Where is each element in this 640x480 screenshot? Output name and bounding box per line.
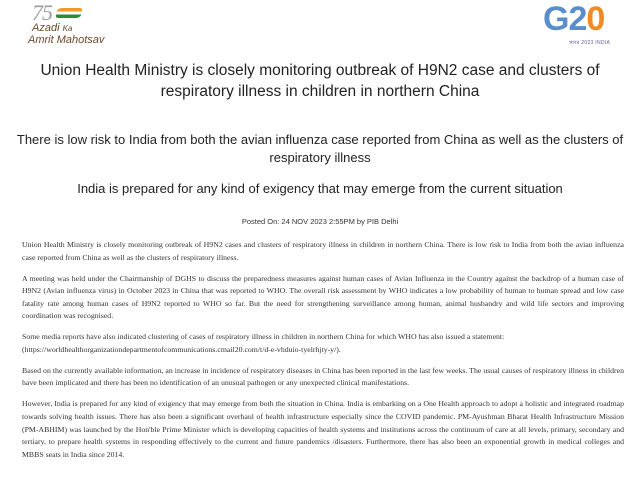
logo-line2: Amrit Mahotsav	[28, 34, 105, 46]
g20-text: G2	[543, 0, 587, 38]
subtitle-risk: There is low risk to India from both the avian influenza case reported from China as well as the clusters of respiratory illness	[16, 132, 624, 165]
logo-line1: Azadi	[32, 22, 60, 34]
logo-line1-small: Ka	[62, 24, 73, 33]
paragraph-5: However, India is prepared for any kind of exigency that may emerge from both the situation in China. India is embarking on a One Health approach to adopt a holistic and integrated roadmap towards solving health issues. There has also been a significant overhaul of health infrastructure especially since the COVID pandemic. PM-Ayushman Bharat Health Infrastructure Mission (PM-ABHIM) was launched by the Hon'ble Prime Minister which is developing capacities of health systems and institutions across the continuum of care at all levels, primary, secondary and tertiary, to prepare health systems in responding effectively to the current and future pandemics /disasters. Furthermore, there has also been an exponential growth in medical colleges and MBBS seats in India since 2014.	[22, 399, 624, 459]
azadi-ka-amrit-mahotsav-logo	[26, 2, 116, 56]
g20-subtitle: भारत 2023 INDIA	[569, 40, 611, 46]
who-statement-link[interactable]: (https://worldhealthorganizationdepartmentofcommunications.cmail20.com/t/d-e-vhduio-tyelrhjty-y/).	[22, 344, 341, 354]
subtitle-preparedness: India is prepared for any kind of exigency that may emerge from the current situation	[77, 181, 563, 196]
page-title: Union Health Ministry is closely monitoring outbreak of H9N2 case and clusters of respiratory illness in children in northern China	[40, 62, 600, 100]
g20-logo	[543, 0, 633, 56]
paragraph-4: Based on the currently available information, an increase in incidence of respiratory diseases in China has been reported in the last few weeks. The usual causes of respiratory illness in children have been implicated and there has been no identification of an unusual pathogen or any unexpected clinical manifestations.	[22, 365, 624, 388]
paragraph-2: A meeting was held under the Chairmanship of DGHS to discuss the preparedness measures against human cases of Avian Influenza in the Country against the backdrop of a human case of H9N2 (Avian influenza virus) in October 2023 in China that was reported to WHO. The overall risk assessment by WHO indicates a low probability of human to human spread and low case fatality rate among human cases of H9N2 reported to WHO so far. But the need for strengthening surveillance among human, animal husbandry and wild life sectors and improving coordination was recognised.	[22, 273, 624, 321]
page-header	[0, 0, 640, 58]
paragraph-3-text: Some media reports have also indicated clustering of cases of respiratory illness in children in northern China for which WHO has also issued a statement:	[22, 332, 505, 342]
logo-75-number: 75	[32, 0, 52, 25]
paragraph-1: Union Health Ministry is closely monitoring outbreak of H9N2 cases and clusters of respiratory illness in children in northern China. There is low risk to India from both the avian influenza case reported from China as well as the clusters of respiratory illness.	[22, 240, 624, 262]
article-body	[22, 239, 624, 470]
paragraph-3	[22, 331, 624, 356]
g20-globe-icon: 0	[586, 0, 605, 38]
flag-icon	[56, 8, 82, 18]
posted-on-line: Posted On: 24 NOV 2023 2:55PM by PIB Delhi	[241, 217, 399, 226]
